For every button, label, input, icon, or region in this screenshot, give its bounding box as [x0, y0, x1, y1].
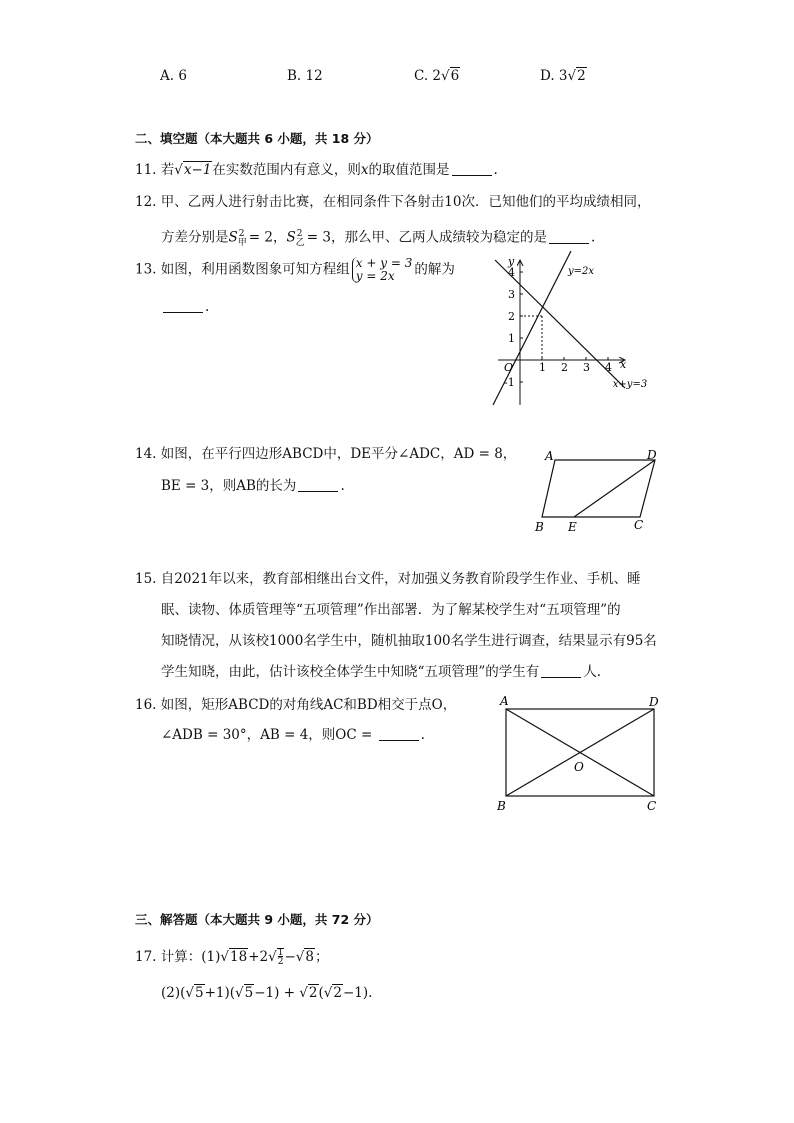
sqrt-symbol: √: [185, 985, 194, 1001]
tick-x-4: 4: [605, 361, 612, 374]
q13-post: 的解为: [414, 261, 455, 278]
q13-pre: 如图，利用函数图象可知方程组: [160, 261, 350, 278]
sqrt-symbol: √: [567, 68, 577, 84]
vertex-d: D: [649, 695, 659, 709]
q14-end: .: [340, 478, 345, 494]
q15-end: 人.: [583, 664, 602, 680]
choice-c-radicand: 6: [450, 68, 460, 84]
sqrt-symbol: √: [220, 949, 230, 965]
sqrt-symbol: √: [441, 68, 450, 84]
q16-end: .: [420, 727, 425, 743]
vertex-e: E: [568, 520, 577, 534]
q12-answer-blank[interactable]: [549, 229, 589, 244]
q12-s-yi: S: [286, 229, 296, 246]
q15-line3: 知晓情况，从该校1000名学生中，随机抽取100名学生进行调查，结果显示有95名: [161, 633, 657, 649]
q17-minus: −: [284, 949, 296, 965]
section-3-title: 三、解答题（本大题共 9 小题，共 72 分）: [135, 912, 379, 927]
vertex-c: C: [634, 518, 644, 532]
q15-number: 15.: [135, 571, 157, 587]
q17-semi: ；: [314, 949, 329, 965]
q17-r5: 2: [308, 985, 318, 1001]
section-2-title: 二、填空题（本大题共 6 小题，共 18 分）: [135, 131, 379, 146]
center-o: O: [574, 760, 584, 774]
q17-p2c: −1) +: [254, 985, 300, 1001]
q13-eq2: y = 2x: [355, 269, 395, 283]
q16-line1: 如图，矩形ABCD的对角线AC和BD相交于点O，: [160, 697, 457, 713]
choice-a: A. 6: [160, 68, 187, 84]
sqrt-symbol: √: [295, 949, 305, 965]
choice-c-label: C. 2: [414, 68, 442, 84]
q11-post: 在实数范围内有意义，则: [212, 162, 361, 178]
q15-line2: 眠、读物、体质管理等“五项管理”作出部署．为了解某校学生对“五项管理”的: [161, 602, 621, 618]
q12-sup-yi: 2: [296, 229, 303, 239]
q12-sub-yi: 乙: [295, 238, 305, 249]
question-17-part1: [135, 948, 328, 967]
q16-rectangle-figure: [494, 692, 669, 817]
question-17-part2: [161, 984, 372, 1002]
q14-line1: 如图，在平行四边形ABCD中，DE平分∠ADC，AD = 8，: [160, 446, 517, 462]
q16-answer-blank[interactable]: [379, 726, 419, 741]
tick-y-4: 4: [508, 266, 515, 279]
q11-post2: 的取值范围是: [368, 162, 450, 178]
tick-y-neg1: -1: [504, 376, 515, 389]
q13-graph: [480, 250, 648, 410]
question-16-line2: [161, 726, 425, 744]
choice-d-label: D. 3: [540, 68, 568, 84]
vertex-a: A: [545, 449, 554, 463]
question-16-line1: [135, 696, 456, 714]
sqrt-symbol: √: [299, 985, 308, 1001]
q11-pre: 若: [160, 162, 175, 178]
q17-p2e: −1).: [342, 985, 373, 1001]
choice-d: [540, 67, 587, 85]
q17-frac-num: 1: [277, 948, 284, 958]
question-12-line2: [161, 225, 595, 252]
q13-answer-blank[interactable]: [163, 298, 203, 313]
q17-r3: 5: [195, 985, 204, 1001]
vertex-c: C: [647, 799, 657, 813]
q12-sup-jia: 2: [238, 229, 245, 239]
tick-y-3: 3: [508, 288, 515, 301]
q15-answer-blank[interactable]: [541, 663, 581, 678]
q12-line2-pre: 方差分别是: [161, 229, 229, 246]
q12-line1: 甲、乙两人进行射击比赛，在相同条件下各射击10次．已知他们的平均成绩相同，: [160, 194, 651, 210]
q12-s-jia: S: [228, 229, 238, 246]
q17-number: 17.: [135, 949, 157, 965]
q11-end: .: [493, 162, 498, 178]
q14-number: 14.: [135, 446, 157, 462]
label-x: x: [620, 358, 627, 371]
question-12-line1: [135, 193, 650, 211]
q15-line1: 自2021年以来，教育部相继出台文件，对加强义务教育阶段学生作业、手机、睡: [160, 571, 641, 587]
q17-r2: 8: [305, 949, 314, 965]
tick-x-1: 1: [539, 361, 546, 374]
parallelogram-abcd: [542, 460, 655, 517]
question-11: [135, 161, 498, 179]
q13-eq1: x + y = 3: [355, 256, 413, 270]
choice-d-radicand: 2: [577, 68, 586, 84]
choice-b: B. 12: [287, 68, 323, 84]
question-13: [135, 257, 455, 283]
choice-c: [414, 67, 460, 85]
q13-number: 13.: [135, 261, 157, 278]
q11-radicand: x−1: [183, 162, 212, 178]
label-line2: x+y=3: [612, 379, 648, 390]
q14-line2: BE = 3，则AB的长为: [161, 478, 297, 494]
q17-r1: 18: [230, 949, 248, 965]
label-line1: y=2x: [568, 266, 595, 277]
label-y: y: [508, 255, 515, 268]
label-origin: O: [504, 361, 514, 374]
q12-sub-jia: 甲: [237, 238, 247, 249]
q12-end: .: [590, 229, 596, 246]
vertex-b: B: [497, 799, 506, 813]
tick-x-2: 2: [561, 361, 568, 374]
vertex-d: D: [647, 448, 657, 462]
sqrt-symbol: √: [174, 162, 183, 178]
q17-plus: +2: [248, 949, 269, 965]
q17-p2b: +1)(: [204, 985, 236, 1001]
q17-p2: (2)(: [161, 985, 186, 1001]
q17-pre: 计算：(1): [160, 949, 221, 965]
q17-r4: 5: [244, 985, 254, 1001]
q15-line4: 学生知晓，由此，估计该校全体学生中知晓“五项管理”的学生有: [161, 664, 540, 680]
sqrt-symbol: √: [323, 985, 333, 1001]
q11-var: x: [360, 162, 369, 178]
question-14-line1: [135, 445, 516, 463]
q17-r6: 2: [333, 985, 342, 1001]
sqrt-symbol: √: [268, 949, 277, 965]
q12-s-jia-val: = 2，: [244, 229, 287, 246]
tick-y-2: 2: [508, 310, 515, 323]
tick-y-1: 1: [508, 332, 515, 345]
question-15-line4: [161, 663, 601, 681]
question-15-line1: [135, 570, 641, 588]
vertex-a: A: [500, 694, 509, 708]
tick-x-3: 3: [583, 361, 590, 374]
q12-s-yi-val: = 3，那么甲、乙两人成绩较为稳定的是: [302, 229, 547, 246]
q12-number: 12.: [135, 194, 157, 210]
q13-answer-line: [161, 298, 209, 316]
q14-parallelogram-figure: [530, 445, 670, 535]
q13-system: [352, 257, 413, 283]
vertex-b: B: [535, 520, 544, 534]
q17-p2d: (: [318, 985, 324, 1001]
q13-end: .: [205, 299, 210, 315]
q11-number: 11.: [135, 162, 157, 178]
q11-answer-blank[interactable]: [452, 161, 492, 176]
q16-number: 16.: [135, 697, 157, 713]
q17-frac-den: 2: [277, 957, 284, 967]
question-14-line2: [161, 477, 345, 495]
q16-line2: ∠ADB = 30°，AB = 4，则OC =: [161, 727, 377, 743]
q14-answer-blank[interactable]: [298, 477, 338, 492]
sqrt-symbol: √: [235, 985, 244, 1001]
